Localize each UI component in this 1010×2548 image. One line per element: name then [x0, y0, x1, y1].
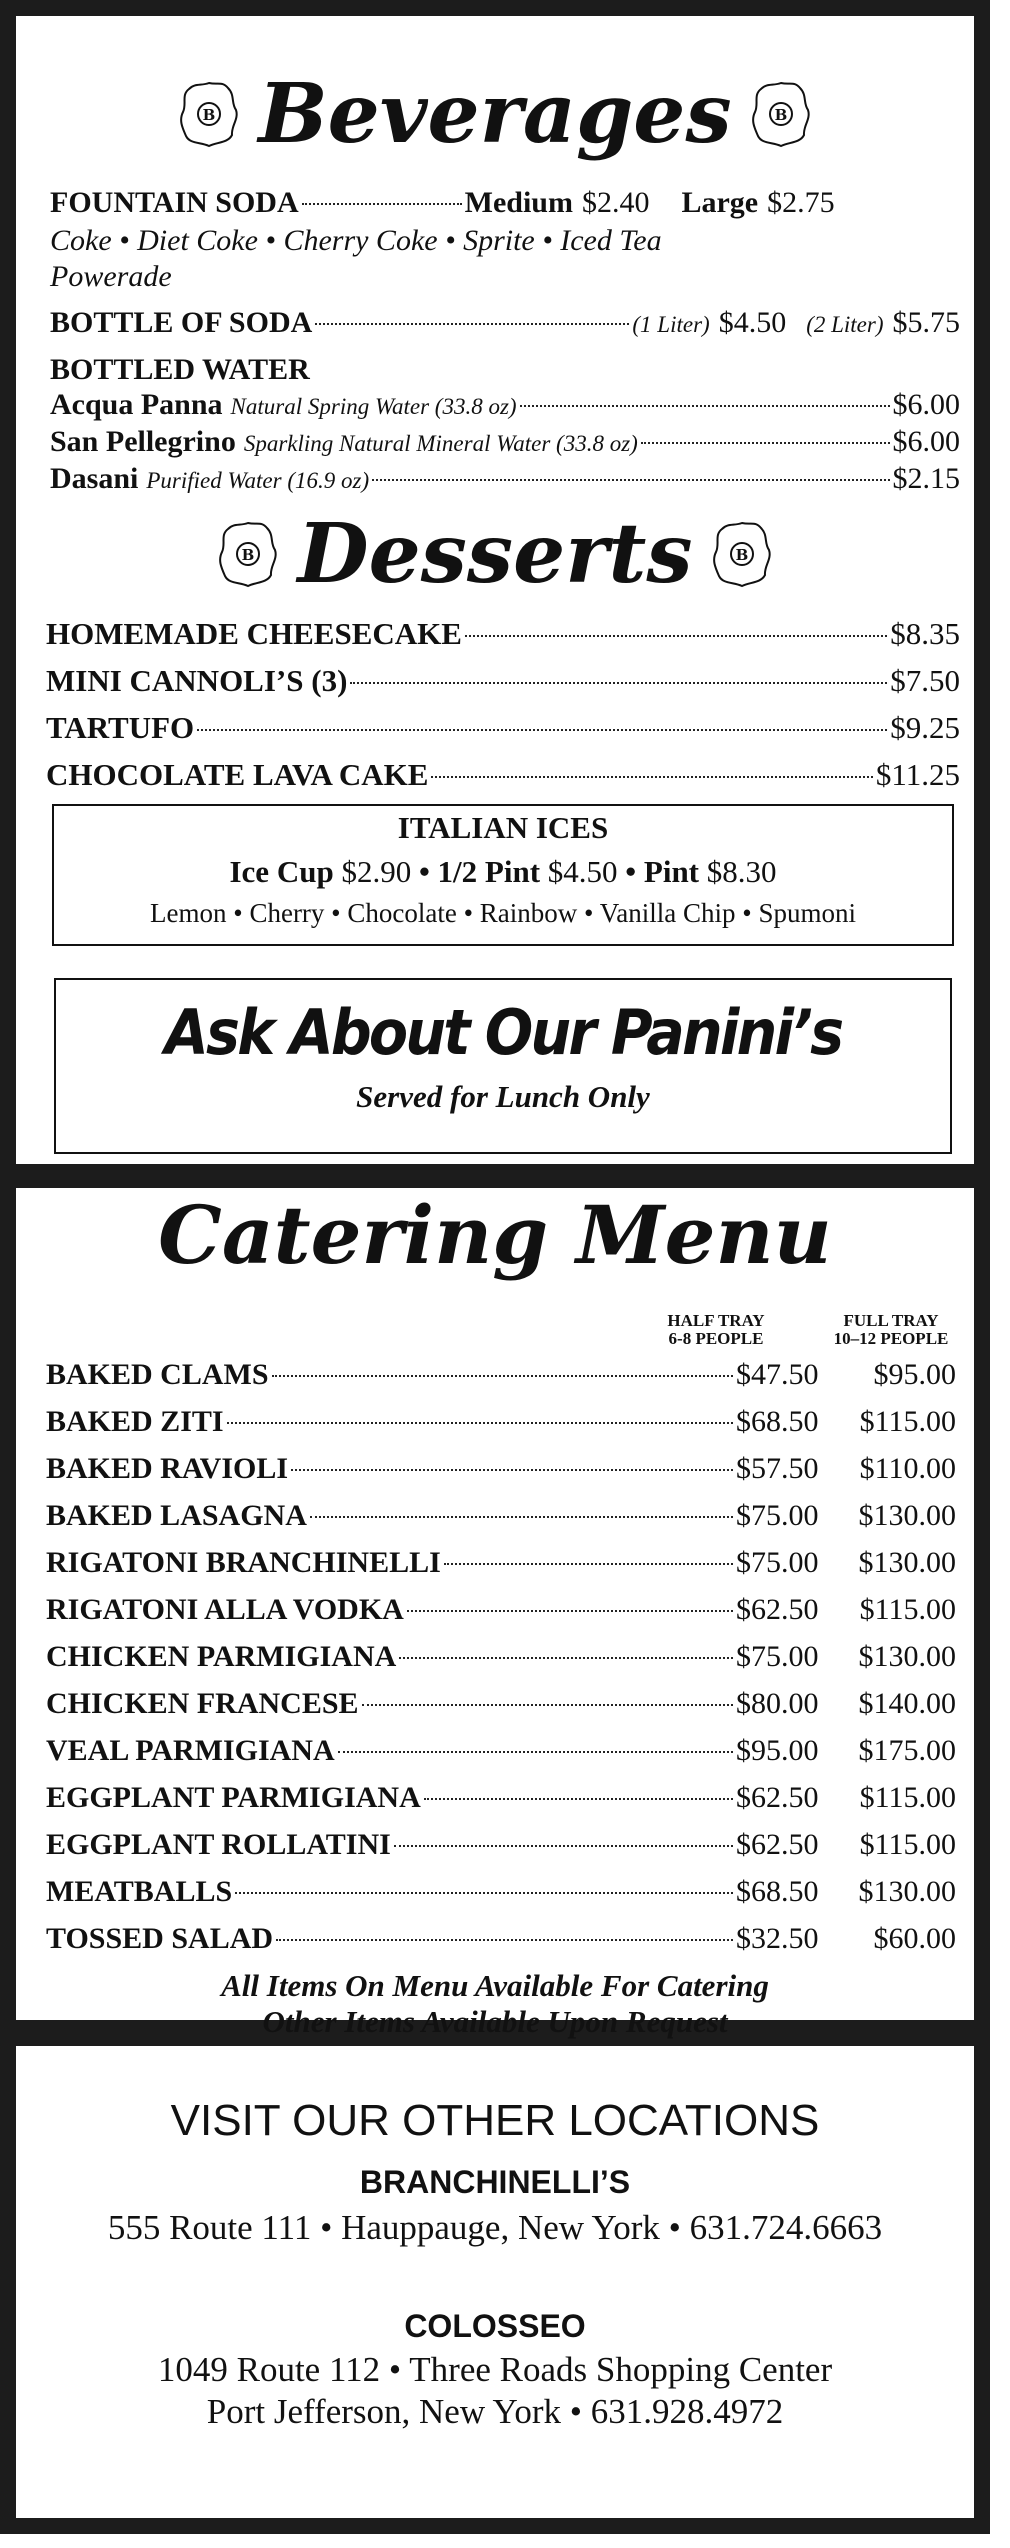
- catering-row: [46, 1546, 966, 1580]
- dessert-row: [46, 710, 960, 757]
- crest-letter: B: [774, 106, 787, 124]
- bottle-soda-row: [50, 306, 960, 340]
- item-name: TOSSED SALAD: [46, 1922, 274, 1955]
- panini-headline: Ask About Our Panini’s: [164, 996, 842, 1069]
- leader-dots: [424, 1798, 733, 1800]
- ices-title: ITALIAN ICES: [397, 810, 609, 845]
- item-desc: Natural Spring Water (33.8 oz): [230, 394, 517, 419]
- leader-dots: [291, 1469, 733, 1471]
- dessert-row: [46, 663, 960, 710]
- leader-dots: [310, 1516, 733, 1518]
- leader-dots: [641, 442, 890, 444]
- full-tray-people: 10–12 PEOPLE: [833, 1329, 949, 1348]
- half-tray-people: 6-8 PEOPLE: [668, 1329, 764, 1348]
- location-1-address: 555 Route 111 • Hauppauge, New York • 631.724.6663: [107, 2208, 883, 2247]
- full-tray-price: $115.00: [859, 1405, 956, 1438]
- half-tray-price: $80.00: [736, 1687, 819, 1720]
- item-name: BAKED RAVIOLI: [46, 1452, 289, 1485]
- large-label: Large: [681, 186, 759, 219]
- fountain-flavors: Coke • Diet Coke • Cherry Coke • Sprite • Iced Tea: [50, 224, 662, 257]
- leader-dots: [197, 729, 887, 731]
- item-name: Acqua Panna: [50, 388, 223, 421]
- full-tray-price: $130.00: [858, 1640, 956, 1673]
- leader-dots: [350, 682, 887, 684]
- half-tray-price: $95.00: [736, 1734, 819, 1767]
- panini-box: [54, 978, 952, 1154]
- leader-dots: [272, 1375, 733, 1377]
- full-tray-price: $130.00: [858, 1499, 956, 1532]
- bottled-water-heading: BOTTLED WATER: [50, 353, 310, 386]
- ices-sep: •: [625, 854, 637, 889]
- item-name: HOMEMADE CHEESECAKE: [46, 616, 462, 651]
- half-pint-price: $4.50: [547, 854, 618, 889]
- large-price: $2.75: [767, 186, 835, 219]
- half-tray-price: $57.50: [736, 1452, 819, 1485]
- beverages-desserts-panel: [16, 16, 974, 1164]
- leader-dots: [399, 1657, 733, 1659]
- leader-dots: [444, 1563, 733, 1565]
- crest-letter: B: [735, 546, 748, 564]
- catering-row: [46, 1687, 966, 1721]
- item-name: CHICKEN PARMIGIANA: [46, 1640, 397, 1673]
- item-name: CHICKEN FRANCESE: [46, 1687, 359, 1720]
- full-tray-label: FULL TRAY: [843, 1311, 939, 1330]
- panini-subtext: Served for Lunch Only: [356, 1079, 650, 1114]
- item-name: EGGPLANT PARMIGIANA: [46, 1781, 421, 1814]
- item-name: RIGATONI BRANCHINELLI: [46, 1546, 441, 1579]
- ice-cup-price: $2.90: [341, 854, 412, 889]
- ices-prices: [54, 854, 952, 890]
- half-tray-header: [656, 1312, 776, 1348]
- item-price: $6.00: [892, 388, 960, 421]
- catering-panel: [16, 1188, 974, 2039]
- full-tray-header: [816, 1312, 966, 1348]
- leader-dots: [227, 1422, 733, 1424]
- catering-note-1: All Items On Menu Available For Catering: [221, 1968, 769, 2003]
- locations-panel: [16, 2046, 974, 2518]
- item-name: VEAL PARMIGIANA: [46, 1734, 335, 1767]
- catering-row: [46, 1828, 966, 1862]
- crest-letter: B: [203, 106, 216, 124]
- price-1-liter: $4.50: [718, 306, 787, 339]
- fountain-flavors-2: Powerade: [50, 260, 172, 293]
- leader-dots: [520, 405, 890, 407]
- item-price: $8.35: [890, 616, 960, 651]
- size-1-liter: (1 Liter): [632, 312, 710, 337]
- half-tray-price: $62.50: [736, 1593, 819, 1626]
- full-tray-price: $130.00: [858, 1875, 956, 1908]
- catering-title: Catering Menu: [158, 1188, 832, 1282]
- water-row: [50, 462, 960, 499]
- leader-dots: [276, 1939, 733, 1941]
- item-name: FOUNTAIN SODA: [50, 186, 299, 219]
- medium-price: $2.40: [581, 186, 650, 219]
- half-tray-price: $68.50: [736, 1875, 819, 1908]
- leader-dots: [431, 776, 872, 778]
- half-tray-price: $75.00: [736, 1499, 819, 1532]
- leader-dots: [235, 1892, 733, 1894]
- ices-sep: •: [418, 854, 430, 889]
- full-tray-price: $175.00: [858, 1734, 956, 1767]
- leader-dots: [362, 1704, 733, 1706]
- full-tray-price: $60.00: [873, 1922, 956, 1955]
- pint-label: Pint: [643, 854, 700, 889]
- water-row: [50, 388, 960, 425]
- item-desc: Purified Water (16.9 oz): [146, 468, 370, 493]
- price-2-liter: $5.75: [892, 306, 960, 339]
- item-price: $7.50: [890, 663, 960, 698]
- half-tray-price: $62.50: [736, 1781, 819, 1814]
- full-tray-price: $115.00: [859, 1593, 956, 1626]
- desserts-title: Desserts: [297, 506, 693, 602]
- ice-cup-label: Ice Cup: [229, 854, 334, 889]
- medium-label: Medium: [464, 186, 573, 219]
- dessert-row: [46, 616, 960, 663]
- leader-dots: [338, 1751, 733, 1753]
- location-1-name: BRANCHINELLI’S: [359, 2164, 631, 2200]
- location-2-address-line-1: 1049 Route 112 • Three Roads Shopping Center: [157, 2350, 833, 2389]
- locations-heading: VISIT OUR OTHER LOCATIONS: [170, 2096, 820, 2145]
- crest-icon: [711, 519, 773, 589]
- crest-letter: B: [242, 546, 255, 564]
- full-tray-price: $130.00: [858, 1546, 956, 1579]
- half-tray-label: HALF TRAY: [667, 1311, 765, 1330]
- item-name: CHOCOLATE LAVA CAKE: [46, 757, 429, 792]
- catering-notes: [16, 1968, 974, 2040]
- half-tray-price: $32.50: [736, 1922, 819, 1955]
- dessert-list: [46, 616, 960, 804]
- item-name: San Pellegrino: [50, 425, 236, 458]
- catering-row: [46, 1922, 966, 1956]
- item-name: BAKED LASAGNA: [46, 1499, 307, 1532]
- item-name: BAKED CLAMS: [46, 1358, 269, 1391]
- catering-row: [46, 1875, 966, 1909]
- half-tray-price: $62.50: [736, 1828, 819, 1861]
- item-price: $11.25: [875, 757, 960, 792]
- item-name: MEATBALLS: [46, 1875, 233, 1908]
- catering-row: [46, 1499, 966, 1533]
- half-tray-price: $68.50: [736, 1405, 819, 1438]
- water-row: [50, 425, 960, 462]
- crest-icon: [750, 79, 812, 149]
- leader-dots: [407, 1610, 733, 1612]
- beverages-header: [16, 64, 974, 164]
- size-2-liter: (2 Liter): [806, 312, 884, 337]
- crest-icon: [178, 79, 240, 149]
- half-pint-label: 1/2 Pint: [437, 854, 541, 889]
- catering-row: [46, 1405, 966, 1439]
- location-2-name: COLOSSEO: [404, 2308, 586, 2344]
- item-name: Dasani: [50, 462, 139, 495]
- catering-note-2: Other Items Available Upon Request: [262, 2004, 728, 2039]
- full-tray-price: $115.00: [859, 1828, 956, 1861]
- leader-dots: [315, 323, 629, 325]
- crest-icon: [217, 519, 279, 589]
- leader-dots: [302, 203, 462, 205]
- catering-row: [46, 1734, 966, 1768]
- catering-row: [46, 1452, 966, 1486]
- item-name: BOTTLE OF SODA: [50, 306, 313, 339]
- leader-dots: [394, 1845, 733, 1847]
- full-tray-price: $110.00: [859, 1452, 956, 1485]
- full-tray-price: $115.00: [859, 1781, 956, 1814]
- item-name: MINI CANNOLI’S (3): [46, 663, 348, 698]
- water-list: [50, 388, 960, 499]
- catering-row: [46, 1640, 966, 1674]
- item-name: EGGPLANT ROLLATINI: [46, 1828, 391, 1861]
- full-tray-price: $140.00: [858, 1687, 956, 1720]
- leader-dots: [465, 635, 887, 637]
- catering-row: [46, 1781, 966, 1815]
- desserts-header: [16, 504, 974, 604]
- catering-row: [46, 1593, 966, 1627]
- item-name: TARTUFO: [46, 710, 195, 745]
- half-tray-price: $75.00: [736, 1546, 819, 1579]
- pint-price: $8.30: [706, 854, 777, 889]
- leader-dots: [372, 479, 889, 481]
- location-2-address-line-2: Port Jefferson, New York • 631.928.4972: [206, 2392, 784, 2431]
- italian-ices-box: [52, 804, 954, 946]
- fountain-soda-row: [50, 186, 960, 220]
- item-price: $6.00: [892, 425, 960, 458]
- item-price: $9.25: [890, 710, 960, 745]
- item-name: BAKED ZITI: [46, 1405, 224, 1438]
- full-tray-price: $95.00: [873, 1358, 956, 1391]
- item-price: $2.15: [892, 462, 960, 495]
- item-desc: Sparkling Natural Mineral Water (33.8 oz): [243, 431, 638, 456]
- beverages-title: Beverages: [258, 66, 732, 162]
- item-name: RIGATONI ALLA VODKA: [46, 1593, 404, 1626]
- ices-flavors: Lemon • Cherry • Chocolate • Rainbow • Vanilla Chip • Spumoni: [150, 898, 856, 928]
- half-tray-price: $47.50: [736, 1358, 819, 1391]
- catering-row: [46, 1358, 966, 1392]
- dessert-row: [46, 757, 960, 804]
- half-tray-price: $75.00: [736, 1640, 819, 1673]
